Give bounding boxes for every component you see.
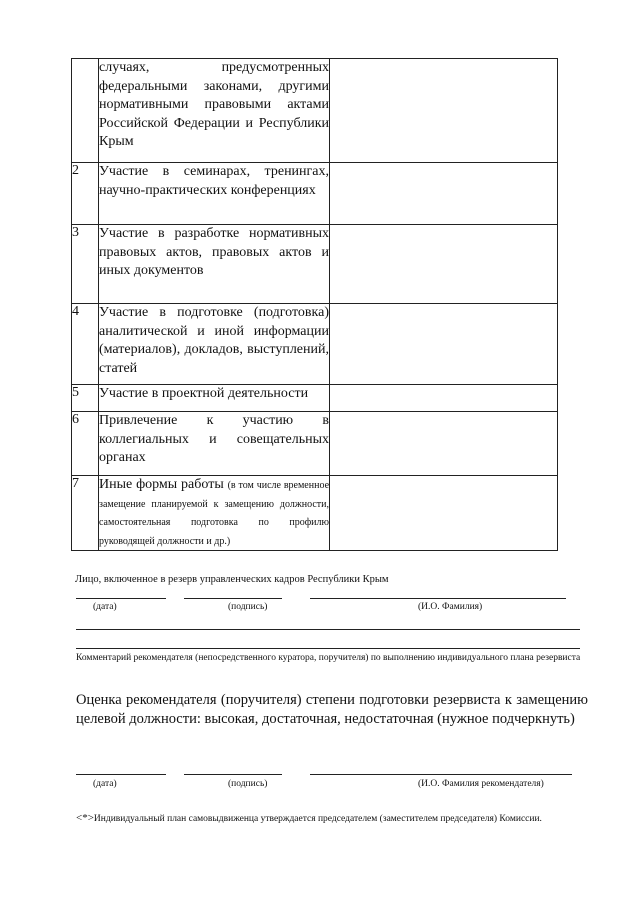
row-activity: Участие в семинарах, тренингах, научно-практических конференциях bbox=[99, 163, 330, 225]
table-row bbox=[72, 385, 558, 412]
row-result-cell bbox=[330, 385, 558, 412]
footnote-marker: <*> bbox=[76, 812, 94, 824]
row-number: 7 bbox=[72, 476, 99, 551]
row-activity-note: (в том числе временное замещение планируемой к замещению должности, самостоятельная подготовка по профилю руководящей должности и др.) bbox=[99, 480, 330, 547]
name-line bbox=[310, 598, 566, 599]
row-activity: случаях, предусмотренных федеральными законами, другими нормативными правовыми актами Российской Федерации и Республики Крым bbox=[99, 59, 330, 163]
table-row bbox=[72, 304, 558, 385]
signature-line bbox=[184, 774, 282, 775]
table-row-7 bbox=[72, 476, 558, 551]
row-activity bbox=[99, 476, 330, 551]
table-row bbox=[72, 163, 558, 225]
row-activity: Привлечение к участию в коллегиальных и совещательных органах bbox=[99, 412, 330, 476]
row-number: 6 bbox=[72, 412, 99, 476]
row-number: 5 bbox=[72, 385, 99, 412]
recommender-name-caption: (И.О. Фамилия рекомендателя) bbox=[418, 779, 544, 789]
date-caption: (дата) bbox=[93, 779, 117, 789]
table-row bbox=[72, 225, 558, 304]
row-result-cell bbox=[330, 163, 558, 225]
date-line bbox=[76, 774, 166, 775]
name-line bbox=[310, 774, 572, 775]
row-result-cell bbox=[330, 476, 558, 551]
row-result-cell bbox=[330, 412, 558, 476]
row-activity: Участие в подготовке (подготовка) аналитической и иной информации (материалов), докладов, выступлений, статей bbox=[99, 304, 330, 385]
row-activity: Участие в проектной деятельности bbox=[99, 385, 330, 412]
row-number: 3 bbox=[72, 225, 99, 304]
footnote bbox=[76, 808, 588, 829]
table-row bbox=[72, 59, 558, 163]
table-row bbox=[72, 412, 558, 476]
assessment-text: Оценка рекомендателя (поручителя) степени подготовки резервиста к замещению целевой должности: высокая, достаточная, недостаточная (нужное подчеркнуть) bbox=[76, 692, 588, 727]
row-number: 4 bbox=[72, 304, 99, 385]
plan-table-body bbox=[72, 59, 558, 551]
row-activity: Участие в разработке нормативных правовых актов, правовых актов и иных документов bbox=[99, 225, 330, 304]
comment-label: Комментарий рекомендателя (непосредственного куратора, поручителя) по выполнению индивидуального плана резервиста bbox=[76, 653, 581, 663]
signature-caption: (подпись) bbox=[228, 602, 268, 612]
row-result-cell bbox=[330, 304, 558, 385]
row-result-cell bbox=[330, 225, 558, 304]
signature-caption: (подпись) bbox=[228, 779, 268, 789]
date-line bbox=[76, 598, 166, 599]
date-caption: (дата) bbox=[93, 602, 117, 612]
comment-line bbox=[76, 629, 580, 630]
signature-line bbox=[184, 598, 282, 599]
row-result-cell bbox=[330, 59, 558, 163]
footnote-text: Индивидуальный план самовыдвиженца утверждается председателем (заместителем председателя) Комиссии. bbox=[93, 814, 542, 824]
row-number: 2 bbox=[72, 163, 99, 225]
comment-line bbox=[76, 648, 580, 649]
row-activity-main: Иные формы работы bbox=[99, 477, 224, 492]
name-caption: (И.О. Фамилия) bbox=[418, 602, 483, 612]
row-number bbox=[72, 59, 99, 163]
individual-plan-table bbox=[71, 58, 558, 551]
reserve-person-heading: Лицо, включенное в резерв управленческих кадров Республики Крым bbox=[75, 574, 389, 585]
